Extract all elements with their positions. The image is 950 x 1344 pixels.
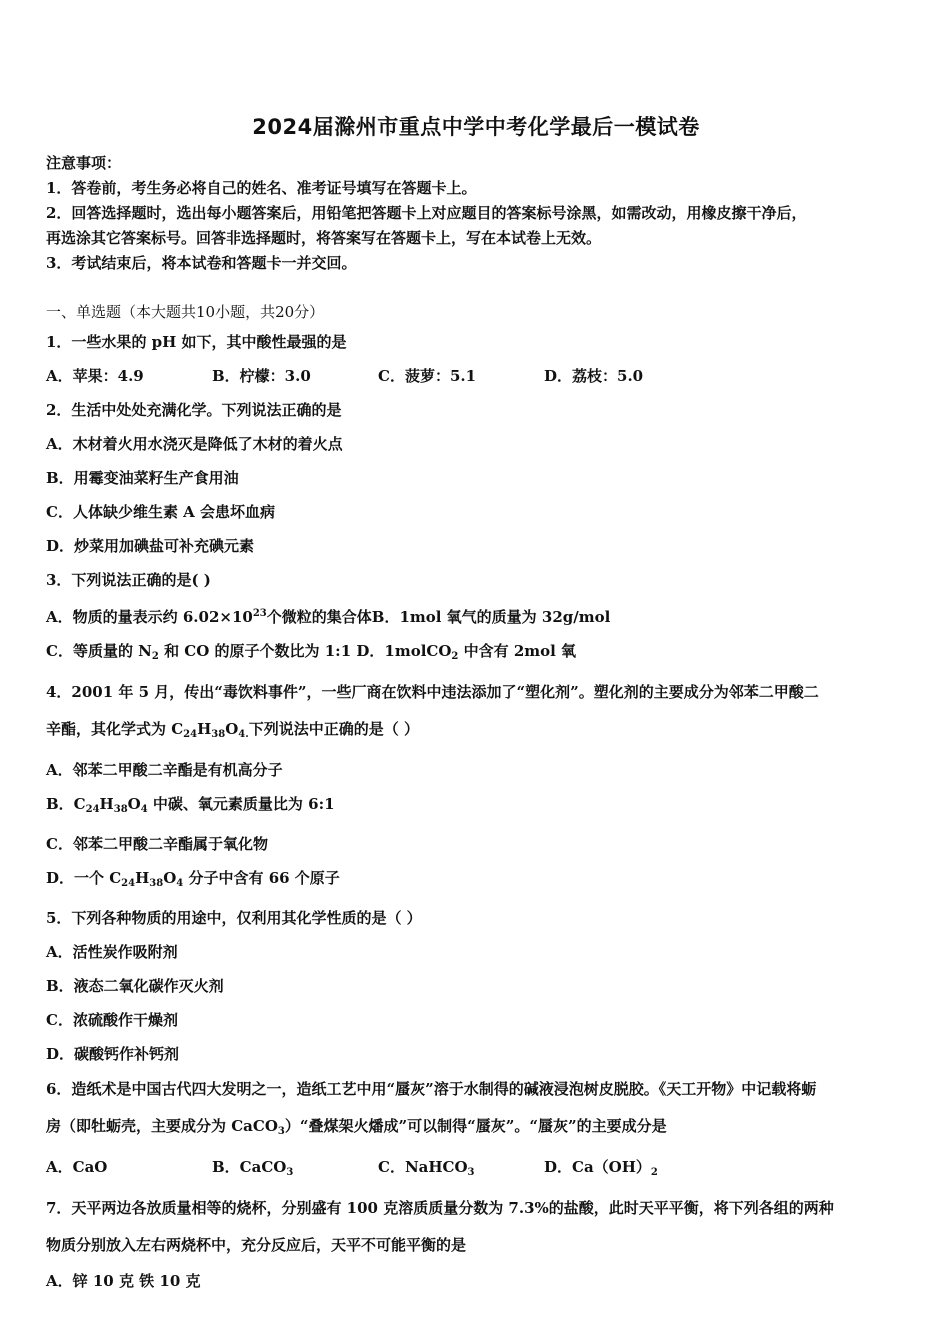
question-3-options-cd: [46, 634, 906, 674]
option: D．荔枝：5.0: [544, 367, 644, 385]
text: 房（即牡蛎壳，主要成分为 CaCO: [46, 1117, 278, 1135]
option: A．木材着火用水浇灭是降低了木材的着火点: [46, 435, 343, 453]
option: [378, 1150, 544, 1190]
notice-block: [46, 151, 906, 276]
subscript: 4: [176, 878, 184, 889]
text: B．C: [46, 795, 86, 813]
superscript: 23: [252, 608, 267, 619]
text: A．物质的量表示约 6.02×10: [46, 608, 253, 626]
option: A．锌 10 克 铁 10 克: [46, 1272, 201, 1290]
question-7-stem-line2: 物质分别放入左右两烧杯中，充分反应后，天平不可能平衡的是: [46, 1236, 467, 1254]
subscript: 3: [467, 1167, 475, 1178]
option: D．炒菜用加碘盐可补充碘元素: [46, 537, 255, 555]
question-6-stem-line2: [46, 1108, 906, 1150]
option: A．苹果：4.9: [46, 367, 144, 385]
notice-item: 1．答卷前，考生务必将自己的姓名、准考证号填写在答题卡上。: [46, 179, 477, 197]
text: O: [225, 720, 239, 738]
option: C．菠萝：5.1: [378, 367, 477, 385]
option: B．柠檬：3.0: [212, 367, 311, 385]
question-2-stem: 2．生活中处处充满化学。下列说法正确的是: [46, 401, 342, 419]
text: H: [135, 869, 150, 887]
text: O: [163, 869, 177, 887]
option: [544, 1150, 710, 1190]
notice-item: 3．考试结束后，将本试卷和答题卡一并交回。: [46, 254, 357, 272]
option: [46, 787, 906, 827]
option: D．碳酸钙作补钙剂: [46, 1045, 180, 1063]
text: 中碳、氧元素质量比为 6:1: [147, 795, 335, 813]
text: H: [197, 720, 212, 738]
text: 辛酯，其化学式为 C: [46, 720, 184, 738]
subscript: 38: [149, 878, 164, 889]
text: O: [127, 795, 141, 813]
subscript: 2: [151, 651, 159, 662]
subscript: 24: [85, 804, 100, 815]
question-1-options: [46, 359, 906, 393]
subscript: 3: [277, 1126, 285, 1137]
subscript: 4: [140, 804, 148, 815]
question-6-stem-line1: 6．造纸术是中国古代四大发明之一，造纸工艺中用“蜃灰”溶于水制得的碱液浸泡树皮脱胶。《天工开物》中记载将蛎: [46, 1080, 817, 1098]
option: C．人体缺少维生素 A 会患坏血病: [46, 503, 276, 521]
text: ）“叠煤架火燔成”可以制得“蜃灰”。“蜃灰”的主要成分是: [284, 1117, 667, 1135]
subscript: 2: [451, 651, 459, 662]
option: B．用霉变油菜籽生产食用油: [46, 469, 239, 487]
page-title: 2024届滁州市重点中学中考化学最后一模试卷: [252, 115, 700, 139]
notice-heading: 注意事项：: [46, 154, 122, 172]
notice-item: 再选涂其它答案标号。回答非选择题时，将答案写在答题卡上，写在本试卷上无效。: [46, 229, 602, 247]
text: D．一个 C: [46, 869, 122, 887]
option: A．邻苯二甲酸二辛酯是有机高分子: [46, 761, 283, 779]
subscript: 4.: [238, 729, 249, 740]
text: B．CaCO: [212, 1158, 287, 1176]
text: C．NaHCO: [378, 1158, 468, 1176]
subscript: 38: [211, 729, 226, 740]
section-heading: 一、单选题（本大题共10小题，共20分）: [46, 303, 325, 321]
subscript: 3: [286, 1167, 294, 1178]
notice-item: 2．回答选择题时，选出每小题答案后，用铅笔把答题卡上对应题目的答案标号涂黑，如需改动，用橡皮擦干净后，: [46, 204, 807, 222]
option: C．邻苯二甲酸二辛酯属于氧化物: [46, 835, 268, 853]
question-6-options: [46, 1150, 906, 1190]
question-3-stem: 3．下列说法正确的是( ): [46, 571, 211, 589]
option: B．液态二氧化碳作灭火剂: [46, 977, 224, 995]
option: C．浓硫酸作干燥剂: [46, 1011, 178, 1029]
text: C．等质量的 N: [46, 642, 152, 660]
option: [212, 1150, 378, 1190]
option: A．CaO: [46, 1158, 108, 1176]
question-7-stem-line1: 7．天平两边各放质量相等的烧杯，分别盛有 100 克溶质质量分数为 7.3%的盐酸，此时天平平衡，将下列各组的两种: [46, 1199, 834, 1217]
question-5-stem: 5．下列各种物质的用途中，仅利用其化学性质的是（ ）: [46, 909, 422, 927]
subscript: 24: [121, 878, 136, 889]
text: 下列说法中正确的是（ ）: [248, 720, 419, 738]
question-3-options-ab: [46, 597, 906, 634]
question-4-stem-line2: [46, 711, 906, 753]
question-4-stem-line1: 4．2001 年 5 月，传出“毒饮料事件”，一些厂商在饮料中违法添加了“塑化剂”。塑化剂的主要成分为邻苯二甲酸二: [46, 683, 819, 701]
text: 中含有 2mol 氧: [458, 642, 577, 660]
question-1-stem: 1．一些水果的 pH 如下，其中酸性最强的是: [46, 333, 347, 351]
text: 个微粒的集合体B．1mol 氧气的质量为 32g/mol: [266, 608, 611, 626]
subscript: 24: [183, 729, 198, 740]
option: [46, 861, 906, 901]
text: 和 CO 的原子个数比为 1:1 D．1molCO: [158, 642, 452, 660]
subscript: 2: [650, 1167, 658, 1178]
text: D．Ca（OH）: [544, 1158, 651, 1176]
option: A．活性炭作吸附剂: [46, 943, 178, 961]
text: H: [99, 795, 114, 813]
subscript: 38: [113, 804, 128, 815]
text: 分子中含有 66 个原子: [183, 869, 340, 887]
